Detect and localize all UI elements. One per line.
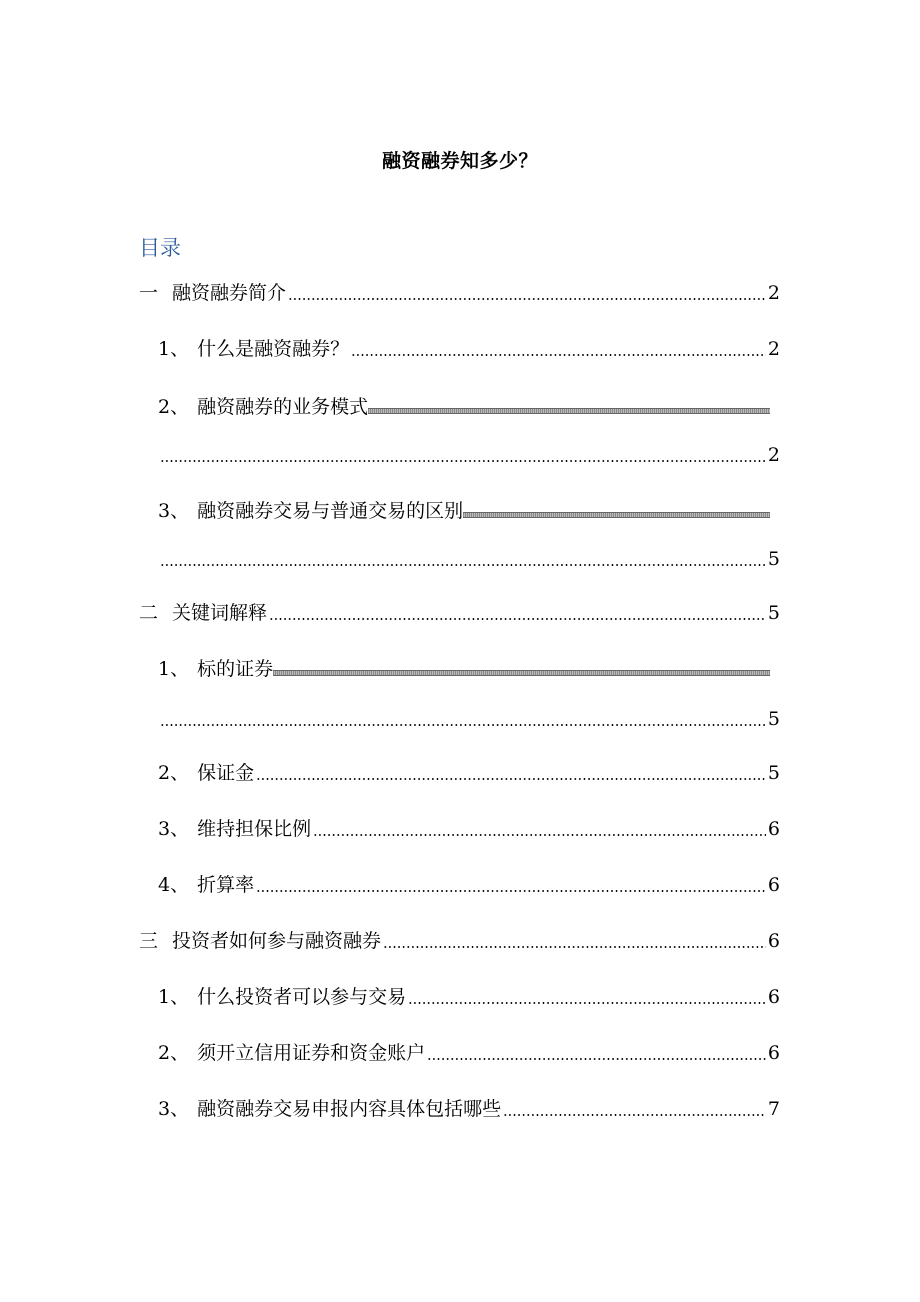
toc-leader-dots xyxy=(408,1002,766,1004)
toc-entry-page: 5 xyxy=(767,708,780,730)
toc-entry-separator: 、 xyxy=(170,338,190,360)
toc-entry-number: 1 xyxy=(158,338,171,360)
toc-leader-dots xyxy=(503,1114,766,1116)
toc-leader-dots xyxy=(256,778,766,780)
toc-entry-page: 6 xyxy=(767,986,780,1008)
toc-entry-label: 关键词解释 xyxy=(172,602,268,624)
toc-entry-separator: 、 xyxy=(170,986,190,1008)
toc-entry-number: 1 xyxy=(158,658,171,680)
toc-entry-number: 4 xyxy=(158,874,171,896)
toc-entry-page: 6 xyxy=(767,930,780,952)
toc-leader-line xyxy=(463,512,770,518)
toc-entry-number: 二 xyxy=(139,602,159,624)
toc-entry-label: 什么是融资融券？ xyxy=(197,338,350,360)
toc-entry-number: 3 xyxy=(158,500,171,522)
toc-entry-number: 1 xyxy=(158,986,171,1008)
toc-entry-page: 6 xyxy=(767,1042,780,1064)
toc-leader-line xyxy=(368,408,770,414)
toc-entry-label: 融资融券交易申报内容具体包括哪些 xyxy=(197,1098,502,1120)
toc-entry-label: 什么投资者可以参与交易 xyxy=(197,986,407,1008)
toc-entry-2-1[interactable] xyxy=(158,656,780,682)
toc-entry-separator: 、 xyxy=(170,396,190,418)
toc-entry-3-1[interactable] xyxy=(158,984,780,1010)
toc-leader-dots xyxy=(313,834,766,836)
toc-leader-dots xyxy=(160,724,766,726)
toc-entry-number: 3 xyxy=(158,818,171,840)
toc-entry-page: 7 xyxy=(767,1098,780,1120)
toc-entry-label: 维持担保比例 xyxy=(197,818,312,840)
toc-leader-dots xyxy=(269,618,766,620)
toc-leader-line xyxy=(273,670,770,676)
toc-leader-dots xyxy=(288,298,766,300)
toc-entry-2-1-continued[interactable] xyxy=(158,706,780,732)
toc-entry-separator: 、 xyxy=(170,1098,190,1120)
toc-entry-section-3[interactable] xyxy=(139,928,780,954)
toc-entry-number: 2 xyxy=(158,396,171,418)
toc-leader-dots xyxy=(160,460,766,462)
toc-entry-separator: 、 xyxy=(170,500,190,522)
toc-entry-page: 6 xyxy=(767,818,780,840)
toc-entry-number: 三 xyxy=(139,930,159,952)
toc-entry-label: 融资融券的业务模式 xyxy=(197,396,369,418)
toc-entry-page: 2 xyxy=(767,282,780,304)
toc-entry-1-3-continued[interactable] xyxy=(158,546,780,572)
toc-entry-3-2[interactable] xyxy=(158,1040,780,1066)
toc-entry-2-2[interactable] xyxy=(158,760,780,786)
toc-entry-page: 2 xyxy=(767,444,780,466)
toc-entry-label: 融资融券交易与普通交易的区别 xyxy=(197,500,464,522)
toc-entry-page: 6 xyxy=(767,874,780,896)
toc-entry-label: 折算率 xyxy=(197,874,255,896)
toc-leader-dots xyxy=(427,1058,766,1060)
toc-entry-section-2[interactable] xyxy=(139,600,780,626)
toc-leader-dots xyxy=(383,946,766,948)
toc-entry-label: 融资融券简介 xyxy=(172,282,287,304)
toc-entry-3-3[interactable] xyxy=(158,1096,780,1122)
toc-heading: 目录 xyxy=(139,236,181,260)
toc-entry-2-4[interactable] xyxy=(158,872,780,898)
toc-leader-dots xyxy=(256,890,766,892)
toc-entry-1-2[interactable] xyxy=(158,394,780,420)
toc-entry-page: 5 xyxy=(767,602,780,624)
toc-entry-separator: 、 xyxy=(170,818,190,840)
toc-entry-label: 投资者如何参与融资融券 xyxy=(172,930,382,952)
toc-entry-1-3[interactable] xyxy=(158,498,780,524)
toc-entry-number: 一 xyxy=(139,282,159,304)
toc-entry-1-2-continued[interactable] xyxy=(158,442,780,468)
toc-entry-2-3[interactable] xyxy=(158,816,780,842)
toc-entry-page: 5 xyxy=(767,762,780,784)
toc-entry-separator: 、 xyxy=(170,658,190,680)
toc-entry-page: 5 xyxy=(767,548,780,570)
toc-entry-1-1[interactable] xyxy=(158,336,780,362)
toc-entry-number: 2 xyxy=(158,1042,171,1064)
toc-entry-number: 2 xyxy=(158,762,171,784)
toc-entry-label: 标的证券 xyxy=(197,658,274,680)
toc-leader-dots xyxy=(351,354,766,356)
toc-entry-page: 2 xyxy=(767,338,780,360)
toc-leader-dots xyxy=(160,564,766,566)
toc-entry-label: 须开立信用证券和资金账户 xyxy=(197,1042,426,1064)
toc-entry-separator: 、 xyxy=(170,874,190,896)
toc-entry-number: 3 xyxy=(158,1098,171,1120)
toc-entry-separator: 、 xyxy=(170,1042,190,1064)
document-title: 融资融券知多少？ xyxy=(381,150,538,172)
toc-entry-separator: 、 xyxy=(170,762,190,784)
toc-entry-section-1[interactable] xyxy=(139,280,780,306)
toc-entry-label: 保证金 xyxy=(197,762,255,784)
